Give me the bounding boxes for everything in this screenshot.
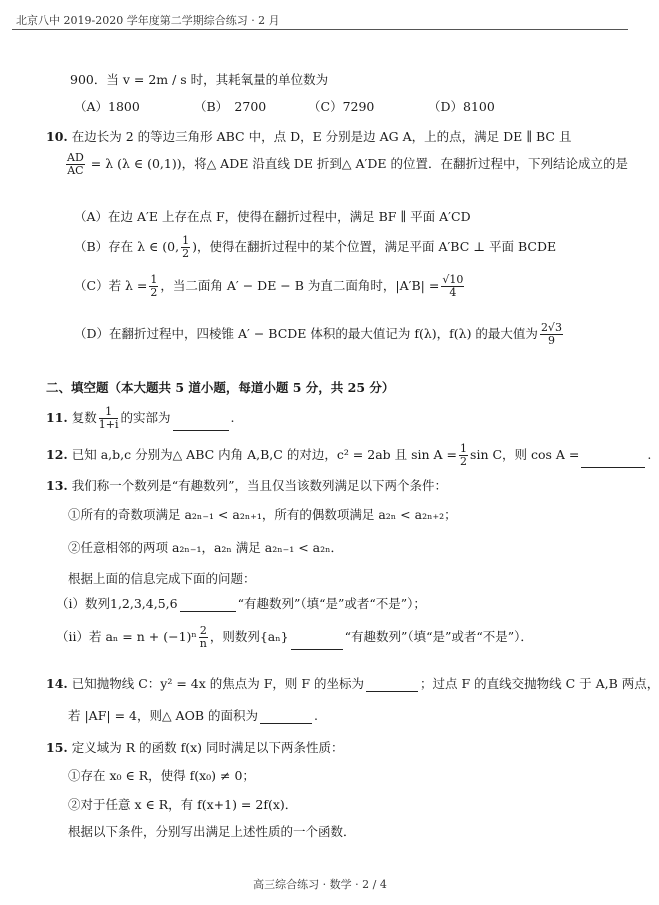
q14-pre: 已知抛物线 C：y² = 4x 的焦点为 F，则 F 的坐标为 [71, 676, 365, 691]
q13-ii-den: n [199, 637, 207, 650]
q10-option-a: （A）在边 A′E 上存在点 F，使得在翻折过程中，满足 BF ∥ 平面 A′CD [74, 209, 471, 224]
q14-number: 14. [46, 676, 68, 691]
q11-pre: 复数 [71, 410, 97, 425]
q15-condition-1: ①存在 x₀ ∈ R，使得 f(x₀) ≠ 0； [68, 768, 255, 783]
q14-line2 [68, 706, 318, 724]
q10-optc-fraction [149, 274, 158, 299]
q13-ii-pre: （ii）若 aₙ = n + (−1)ⁿ [56, 629, 197, 644]
page-footer: 高三综合练习 · 数学 · 2 / 4 [253, 878, 387, 891]
q11-end: . [230, 410, 235, 425]
q10-optb-pre: （B）存在 λ ∈ (0, [74, 239, 180, 254]
q10-optc-mid: ，当二面角 A′ − DE − B 为直二面角时，|A′B| = [160, 278, 440, 293]
q10-text-1: 在边长为 2 的等边三角形 ABC 中，点 D，E 分别是边 AG A，上的点，满足 DE ∥ BC 且 [71, 129, 572, 144]
q11-post: 的实部为 [120, 410, 171, 425]
q12-answer-blank[interactable] [581, 467, 645, 468]
q10-optc-rden: 4 [449, 286, 457, 299]
q10-optd-fraction [540, 322, 563, 347]
q10-optd-num: 2√3 [540, 321, 562, 334]
section-2-heading: 二、填空题（本大题共 5 道小题，每道小题 5 分，共 25 分） [46, 380, 395, 395]
q14-line2-end: . [314, 708, 318, 723]
q15-number: 15. [46, 740, 68, 755]
q9-option-b: （B） 2700 [194, 99, 267, 114]
page-header: 北京八中 2019-2020 学年度第二学期综合练习 · 2 月 [16, 14, 280, 27]
q13-i-answer-blank[interactable] [180, 611, 236, 612]
q10-option-c [74, 274, 466, 299]
q15-text-1: 定义域为 R 的函数 f(x) 同时满足以下两条性质： [71, 740, 344, 755]
q12-mid: sin C，则 cos A = [470, 447, 580, 462]
q11-answer-blank[interactable] [173, 430, 229, 431]
q13-ii-fraction [199, 625, 208, 650]
q10-optc-pre: （C）若 λ = [74, 278, 148, 293]
q14-area-blank[interactable] [260, 723, 312, 724]
q10-optd-den: 9 [547, 334, 555, 347]
q14-line1 [46, 674, 659, 692]
q11 [46, 406, 234, 431]
q13-line1 [46, 476, 447, 494]
q9-option-a: （A）1800 [74, 99, 140, 114]
q10-optb-post: )，使得在翻折过程中的某个位置，满足平面 A′BC ⊥ 平面 BCDE [192, 239, 557, 254]
q13-condition-1: ①所有的奇数项满足 a₂ₙ₋₁ < a₂ₙ₊₁，所有的偶数项满足 a₂ₙ < a₂ₙ₊₂； [68, 507, 457, 522]
q10-number: 10. [46, 129, 68, 144]
q13-ii-num: 2 [199, 624, 207, 637]
q15-line1 [46, 738, 343, 756]
q13-condition-2: ②任意相邻的两项 a₂ₙ₋₁，a₂ₙ 满足 a₂ₙ₋₁ < a₂ₙ． [68, 540, 344, 555]
q13-ii-answer-blank[interactable] [291, 649, 343, 650]
q14-line2-pre: 若 |AF| = 4，则△ AOB 的面积为 [68, 708, 258, 723]
q12 [46, 443, 651, 468]
q15-text-4: 根据以下条件，分别写出满足上述性质的一个函数． [68, 824, 356, 839]
q14-post: ；过点 F 的直线交抛物线 C 于 A,B 两点， [420, 676, 659, 691]
q12-fraction [459, 443, 468, 468]
q12-end: . [647, 447, 652, 462]
q12-den: 2 [460, 455, 468, 468]
q13-text-4: 根据上面的信息完成下面的问题： [68, 571, 256, 586]
q12-number: 12. [46, 447, 68, 462]
q13-text-1: 我们称一个数列是“有趣数列”，当且仅当该数列满足以下两个条件： [71, 478, 448, 493]
q15-condition-2: ②对于任意 x ∈ R，有 f(x+1) = 2f(x)． [68, 797, 298, 812]
q11-num: 1 [99, 406, 119, 419]
q10-ratio-den: AC [67, 164, 84, 177]
q13-number: 13. [46, 478, 68, 493]
q11-number: 11. [46, 410, 68, 425]
q10-ratio-num: AD [67, 151, 84, 164]
q13-i-post: “有趣数列”（填“是”或者“不是”）； [237, 596, 426, 611]
q9-continuation: 900．当 v = 2m / s 时，其耗氧量的单位数为 [70, 72, 329, 87]
q11-fraction [99, 406, 119, 431]
q10-optc-num: 1 [150, 273, 158, 286]
q11-den: 1+i [98, 418, 119, 431]
q13-ii-mid: ，则数列{aₙ} [209, 629, 289, 644]
q13-part-ii [56, 625, 533, 650]
q10-option-d [74, 322, 565, 347]
q14-focus-blank[interactable] [366, 691, 418, 692]
q10-optd-pre: （D）在翻折过程中，四棱锥 A′ − BCDE 体积的最大值记为 f(λ)，f(λ) 的最大值为 [74, 326, 538, 341]
q10-optb-num: 1 [182, 234, 190, 247]
q10-optc-rnum: √10 [442, 273, 464, 286]
q12-num: 1 [460, 442, 468, 455]
q13-i-pre: （i）数列1,2,3,4,5,6 [56, 596, 178, 611]
q13-part-i [56, 594, 426, 612]
q10-optc-result [441, 274, 464, 299]
q12-pre: 已知 a,b,c 分别为△ ABC 内角 A,B,C 的对边，c² = 2ab 且 sin A = [71, 447, 458, 462]
q10-optc-den: 2 [150, 286, 158, 299]
q9-option-c: （C）7290 [308, 99, 375, 114]
q10-stem-line2 [64, 152, 628, 177]
q10-stem-line1 [46, 127, 571, 145]
q13-ii-post: “有趣数列”（填“是”或者“不是”）． [344, 629, 533, 644]
q9-option-d: （D）8100 [428, 99, 495, 114]
header-rule [12, 29, 628, 30]
q10-option-b [74, 235, 556, 260]
q10-text-2: = λ (λ ∈ (0,1))，将△ ADE 沿直线 DE 折到△ A′DE 的位置．在翻折过程中，下列结论成立的是 [90, 156, 629, 171]
q10-ratio-fraction [66, 152, 85, 177]
q10-optb-fraction [181, 235, 190, 260]
q10-optb-den: 2 [182, 247, 190, 260]
